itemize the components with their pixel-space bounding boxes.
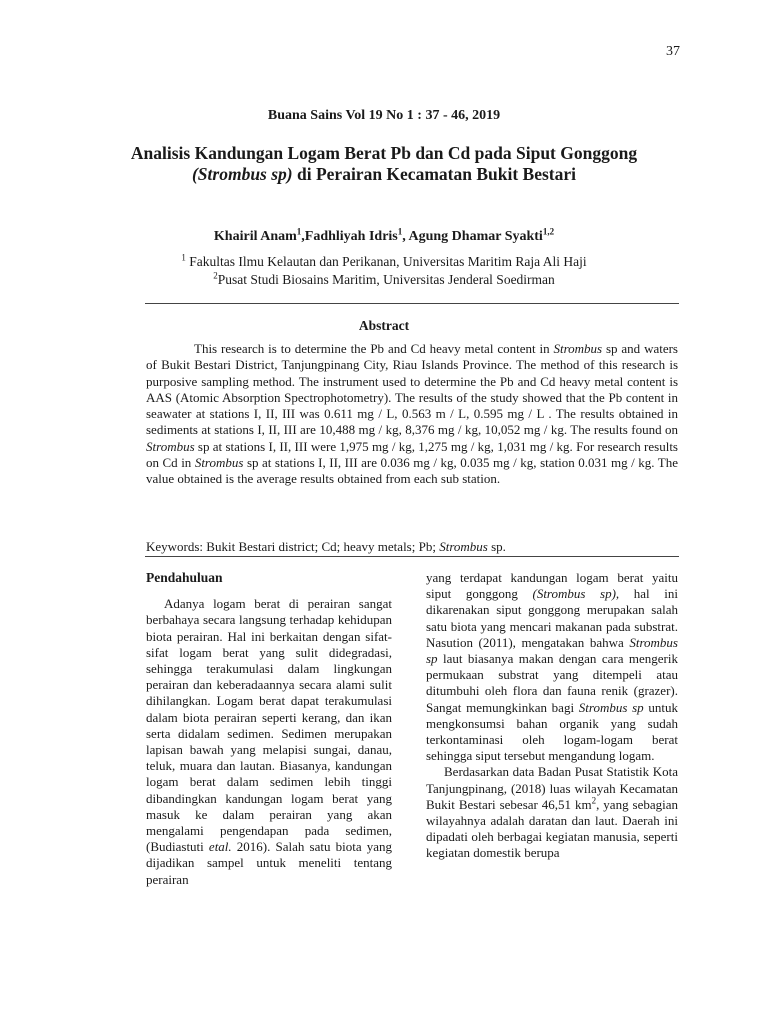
affiliation-text: Fakultas Ilmu Kelautan dan Perikanan, Universitas Maritim Raja Ali Haji: [185, 254, 587, 269]
title-line-1: Analisis Kandungan Logam Berat Pb dan Cd pada Siput Gonggong: [130, 143, 638, 163]
paragraph-continued: [426, 570, 678, 764]
keywords-text: Keywords: Bukit Bestari district; Cd; heavy metals; Pb;: [146, 539, 440, 554]
abstract-species: Strombus: [194, 455, 244, 471]
paragraph-text: Adanya logam berat di perairan sangat berbahaya secara langsung terhadap kehidupan biota perairan. Hal ini berkaitan dengan sifat-sifat logam berat yang sulit didegradasi, sehingga terakumulasi dalam lingkungan perairan dan keberadaannya secara alami sulit dihilangkan. Logam berat dapat terakumulasi dalam biota perairan seperti kerang, dan ikan serta didalam sedimen. Sedimen merupakan lapisan bawah yang melapisi sungai, danau, teluk, muara dan lautan. Biasanya, kandungan logam berat dalam sedimen lebih tinggi dibandingkan kandungan logam berat yang masuk ke dalam perairan yang akan mengalami pengendapan pada sedimen, (Budiastuti: [146, 596, 392, 855]
abstract-body: [146, 341, 678, 488]
abstract-species: Strombus: [553, 341, 603, 356]
journal-citation: Buana Sains Vol 19 No 1 : 37 - 46, 2019: [267, 108, 501, 123]
abstract-heading: Abstract: [358, 318, 410, 333]
author-name: Khairil Anam: [213, 229, 297, 244]
paragraph-text: laut biasanya makan dengan cara mengerik permukaan substrat yang ditempeli atau ditumbuhi oleh flora dan fauna renik (grazer). Sangat memungkinkan bagi: [426, 651, 678, 715]
abstract-species: Strombus: [146, 438, 195, 454]
right-column: [426, 570, 678, 862]
divider-top: [145, 303, 679, 304]
abstract-text: sp at stations I, II, III are 0.036 mg / kg, 0.035 mg / kg, station 0.031 mg / kg. The value obtained is the average results obtained from each sub station.: [146, 455, 678, 487]
affiliation-mark: 2: [213, 270, 218, 281]
species-italic: Strombus sp: [426, 634, 678, 667]
left-column: [146, 570, 392, 888]
keywords-species: Strombus: [439, 539, 488, 554]
author-affiliation-mark: 1: [397, 226, 403, 237]
title-line-2: di Perairan Kecamatan Bukit Bestari: [292, 164, 577, 184]
abstract-text: sp at stations I, II, III were 1,975 mg / kg, 1,275 mg / kg, 1,031 mg / kg. For research results on Cd in: [146, 438, 678, 471]
species-italic: Strombus sp: [578, 699, 644, 715]
paragraph-text: 2016). Salah satu biota yang dijadikan sampel untuk meneliti tentang perairan: [146, 839, 393, 887]
page-number: 37: [666, 44, 680, 59]
divider-bottom: [145, 556, 679, 557]
affiliation-mark: 1: [181, 252, 186, 263]
keywords-suffix: sp.: [487, 539, 506, 554]
paragraph-text: , yang sebagian wilayahnya adalah daratan dan laut. Daerah ini dipadati oleh berbagai kegiatan manusia, seperti kegiatan domestik berupa: [426, 796, 678, 861]
author-affiliation-mark: 1: [296, 226, 302, 237]
author-name: Fadhliyah Idris: [304, 229, 398, 244]
citation-etal: etal.: [208, 839, 232, 855]
paragraph-text: Berdasarkan data Badan Pusat Statistik Kota Tanjungpinang, (2018) luas wilayah Kecamatan Bukit Bestari sebesar 46,51 km: [426, 764, 678, 812]
author-list: Khairil Anam$^1$,Fadhliyah Idris$^1$, Agung Dhamar Syakti$^{1,2}$: [213, 226, 555, 244]
abstract-text: This research is to determine the Pb and Cd heavy metal content in: [194, 341, 554, 356]
keywords: [146, 539, 678, 555]
paper-title: [100, 143, 668, 185]
affiliation-1: [0, 254, 768, 270]
affiliation-2: [0, 272, 768, 288]
intro-paragraph: [146, 596, 392, 888]
abstract-text: sp and waters of Bukit Bestari District, Tanjungpinang City, Riau Islands Province. The method of this research is purposive sampling method. The instrument used to determine the Pb and Cd heavy metal content is AAS (Atomic Absorption Spectrophotometry). The results of the study showed that the Pb content in seawater at stations I, II, III was 0.611 mg / L, 0.563 m / L, 0.595 mg / L . The results obtained in sediments at stations I, II, III are 10,488 mg / kg, 8,376 mg / kg, 10,052 mg / kg. The results found on: [146, 341, 678, 438]
section-heading: Pendahuluan: [146, 570, 223, 585]
author-affiliation-mark: 1,2: [542, 226, 555, 237]
superscript: 2: [591, 795, 597, 806]
title-species: (Strombus sp): [191, 164, 293, 184]
paragraph-text: hal ini dikarenakan siput gonggong merupakan salah satu biota yang mencari makanan pada substrat. Nasution (2011), mengatakan bahwa: [426, 586, 678, 650]
author-name: Agung Dhamar Syakti: [408, 229, 543, 244]
paragraph-text: untuk mengkonsumsi bahan organik yang sudah terkontaminasi oleh logam-logam berat sehingga siput tersebut mengandung logam.: [426, 699, 678, 764]
species-italic: (Strombus sp),: [532, 586, 620, 602]
paragraph-area: [426, 764, 678, 861]
paragraph-text: yang terdapat kandungan logam berat yaitu siput gonggong: [426, 570, 678, 602]
affiliation-text: Pusat Studi Biosains Maritim, Universitas Jenderal Soedirman: [217, 272, 555, 287]
